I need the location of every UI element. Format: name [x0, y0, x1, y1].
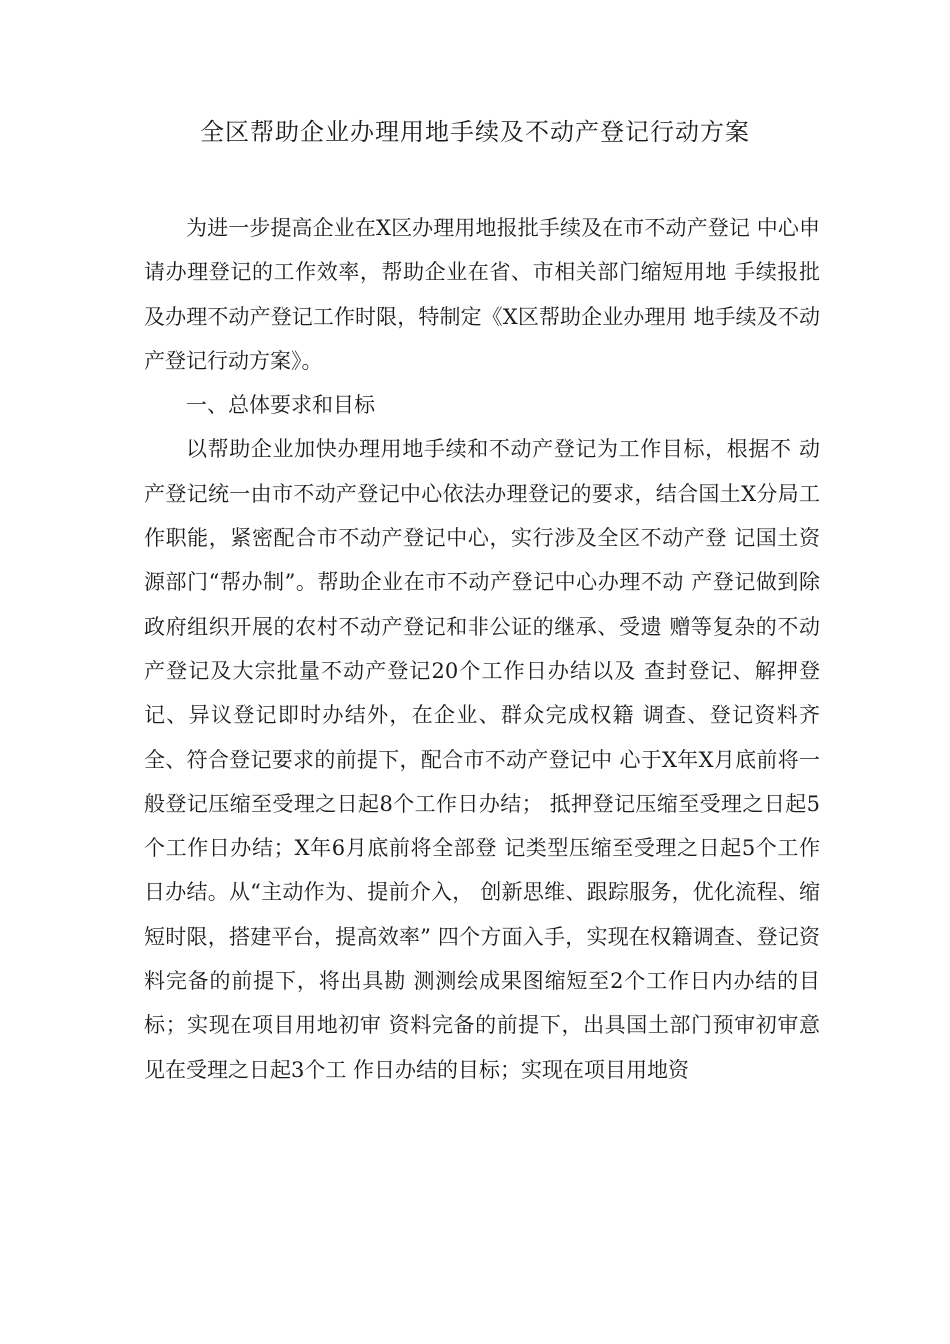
- section-body-paragraph: 以帮助企业加快办理用地手续和不动产登记为工作目标，根据不 动产登记统一由市不动产登记中心依法办理登记的要求，结合国土X分局工作职能，紧密配合市不动产登记中心，实行涉及全区不动产登 记国土资源部门“帮办制”。帮助企业在市不动产登记中心办理不动 产登记做到除政府组织开展的农村不动产登记和非公证的继承、受遗 赠等复杂的不动产登记及大宗批量不动产登记20个工作日办结以及 查封登记、解押登记、异议登记即时办结外，在企业、群众完成权籍 调查、登记资料齐全、符合登记要求的前提下，配合市不动产登记中 心于X年X月底前将一般登记压缩至受理之日起8个工作日办结； 抵押登记压缩至受理之日起5个工作日办结；X年6月底前将全部登 记类型压缩至受理之日起5个工作日办结。从“主动作为、提前介入， 创新思维、跟踪服务，优化流程、缩短时限，搭建平台，提高效率” 四个方面入手，实现在权籍调查、登记资料完备的前提下，将出具勘 测测绘成果图缩短至2个工作日内办结的目标；实现在项目用地初审 资料完备的前提下，出具国土部门预审初审意见在受理之日起3个工 作日办结的目标；实现在项目用地资: [144, 437, 820, 1082]
- intro-paragraph: 为进一步提高企业在X区办理用地报批手续及在市不动产登记 中心申请办理登记的工作效率，帮助企业在省、市相关部门缩短用地 手续报批及办理不动产登记工作时限，特制定《X区帮助企业办理用 地手续及不动产登记行动方案》。: [144, 216, 820, 373]
- section-heading-overall-requirements: 一、总体要求和目标: [186, 393, 375, 418]
- document-title: 全区帮助企业办理用地手续及不动产登记行动方案: [200, 118, 750, 146]
- document-body: [144, 206, 820, 1092]
